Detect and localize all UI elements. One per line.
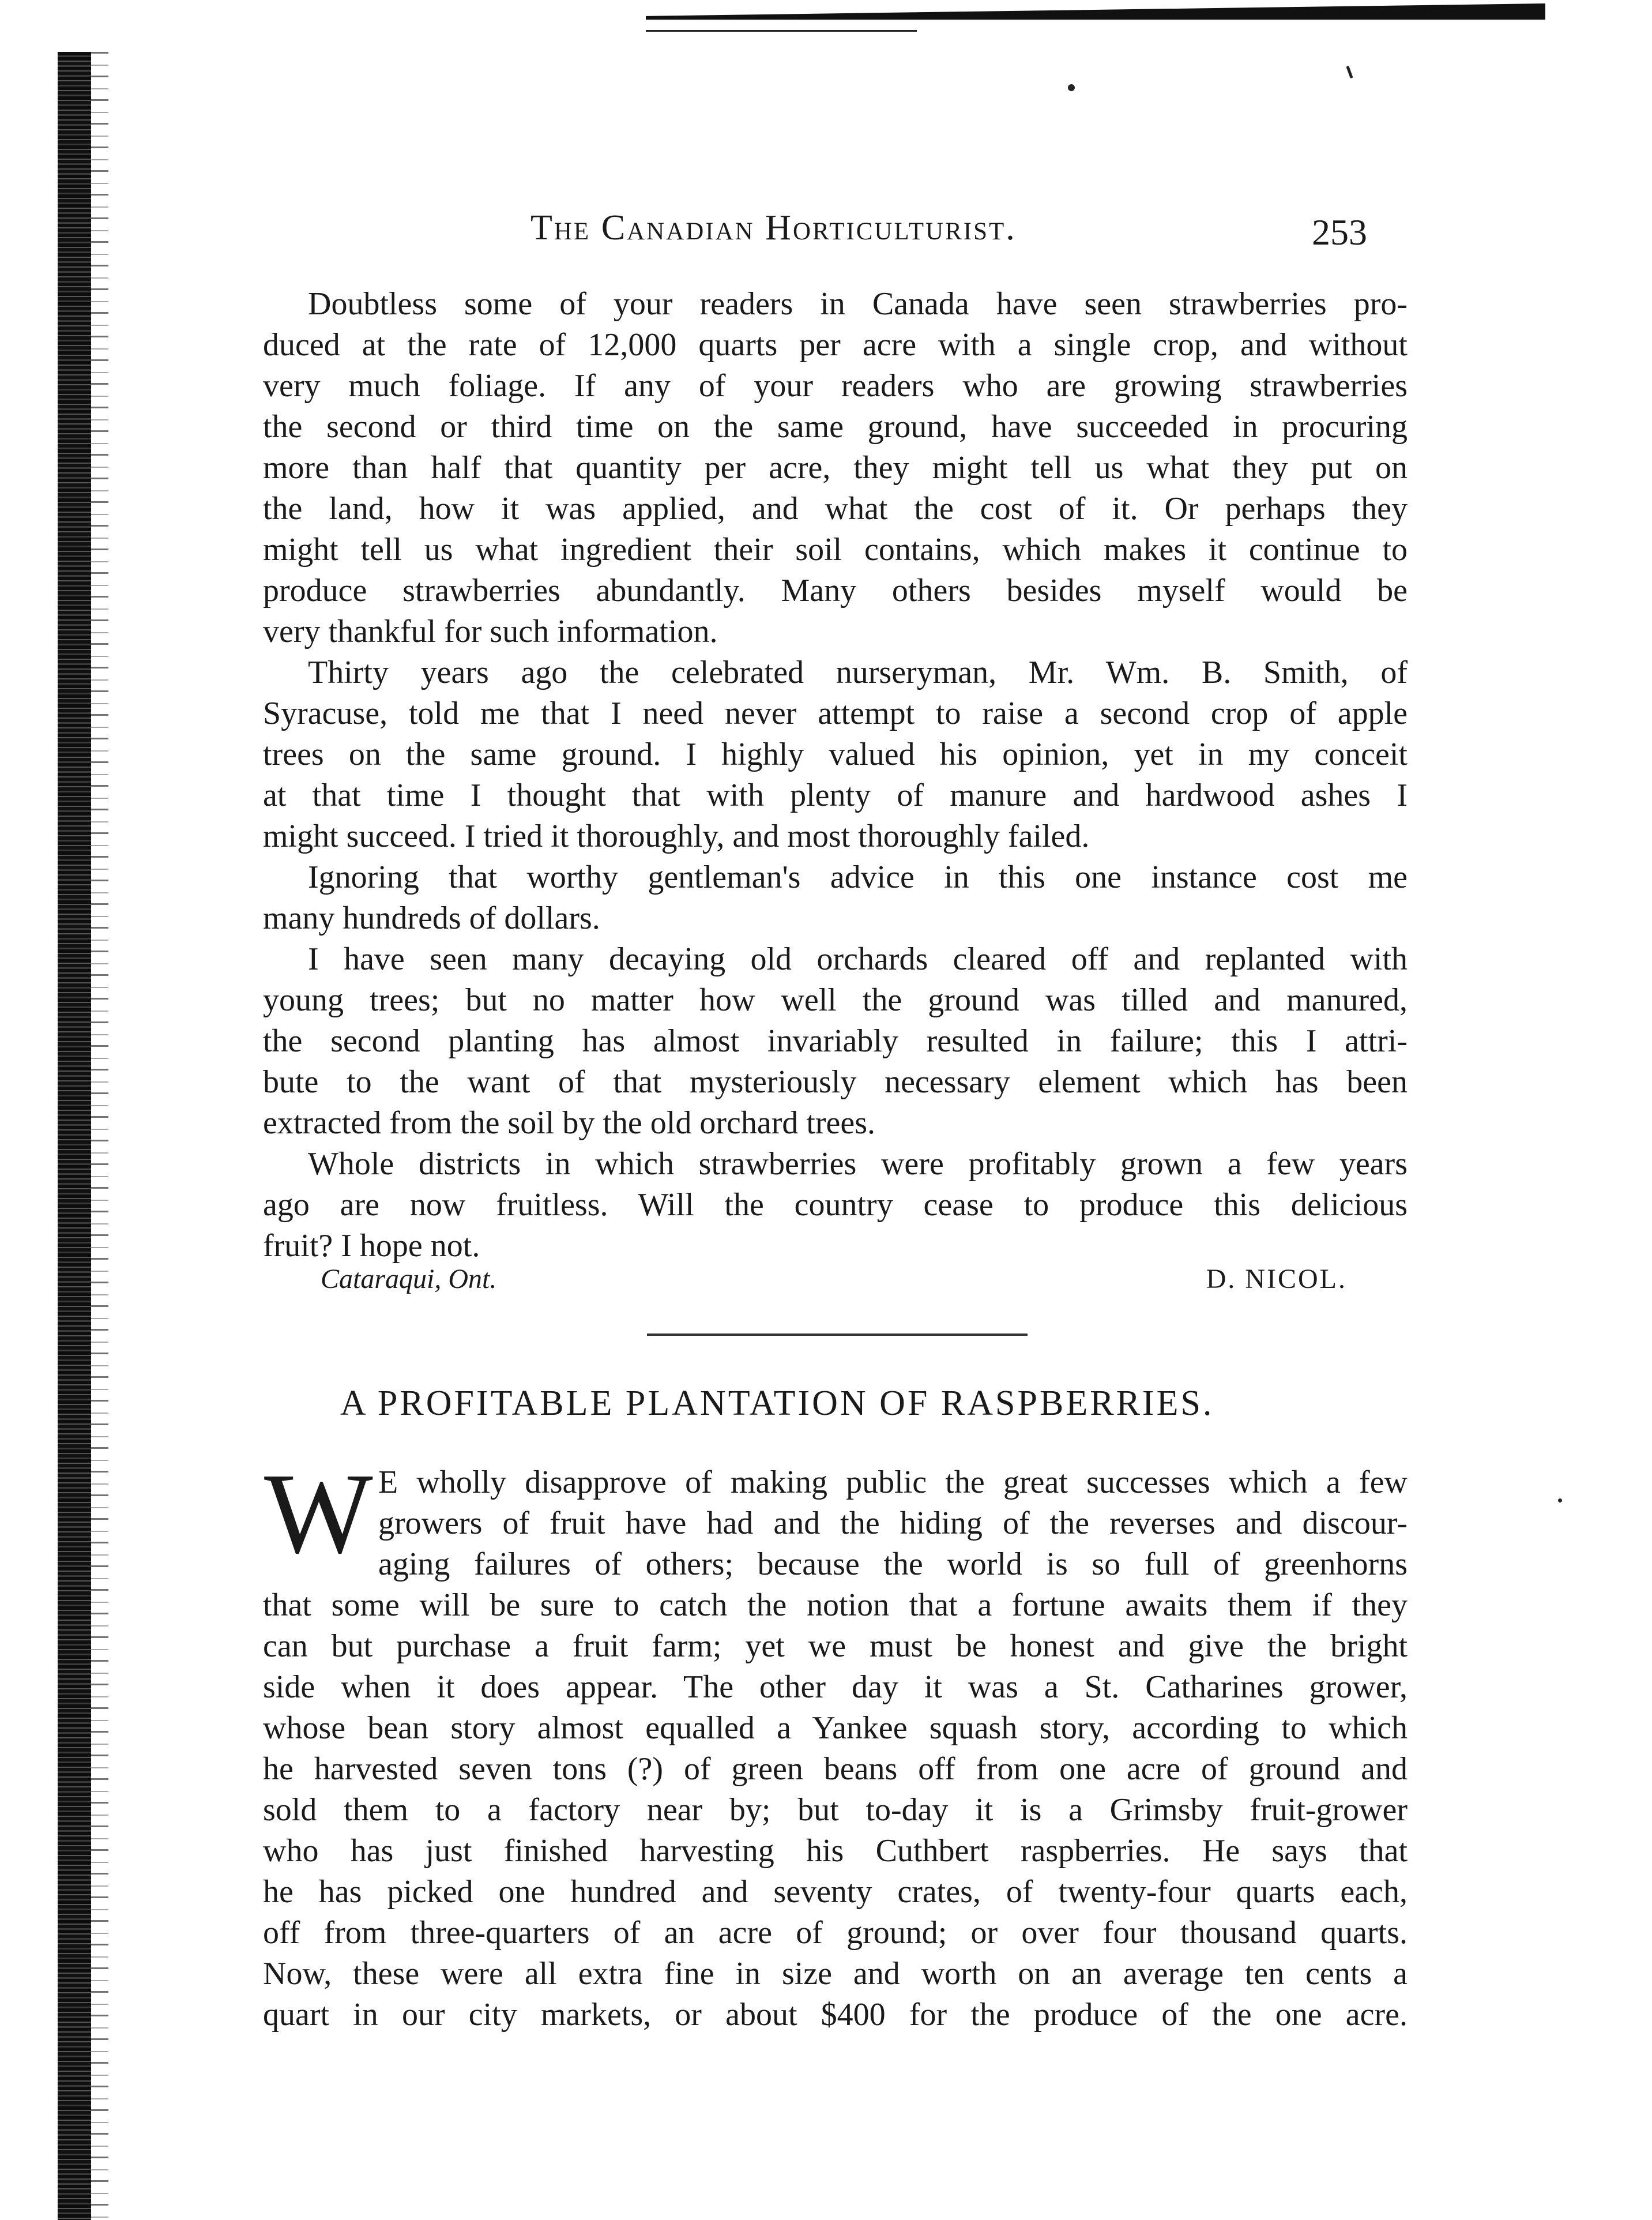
text-line: duced at the rate of 12,000 quarts per acre with a single crop, and without bbox=[263, 327, 1408, 363]
text-line: more than half that quantity per acre, they might tell us what they put on bbox=[263, 450, 1408, 486]
text-line: very much foliage. If any of your readers who are growing strawberries bbox=[263, 368, 1408, 404]
text-line: Syracuse, told me that I need never attempt to raise a second crop of apple bbox=[263, 696, 1408, 731]
text-line: the second or third time on the same ground, have succeeded in procuring bbox=[263, 409, 1408, 445]
text-line: can but purchase a fruit farm; yet we must be honest and give the bright bbox=[263, 1628, 1408, 1664]
text-line: the land, how it was applied, and what the cost of it. Or perhaps they bbox=[263, 491, 1408, 527]
paragraph bbox=[263, 284, 1408, 652]
paragraph bbox=[263, 652, 1408, 857]
top-rule-thin bbox=[646, 30, 917, 32]
text-line: might tell us what ingredient their soil contains, which makes it continue to bbox=[263, 532, 1408, 568]
text-line: I have seen many decaying old orchards cleared off and replanted with bbox=[308, 941, 1408, 977]
text-line: sold them to a factory near by; but to-day it is a Grimsby fruit-grower bbox=[263, 1792, 1408, 1828]
top-rule bbox=[646, 3, 1545, 20]
text-line: whose bean story almost equalled a Yankee squash story, according to which bbox=[263, 1710, 1408, 1746]
ink-speck bbox=[1558, 1498, 1562, 1502]
text-line: Whole districts in which strawberries were profitably grown a few years bbox=[308, 1146, 1408, 1182]
text-line: ago are now fruitless. Will the country cease to produce this delicious bbox=[263, 1187, 1408, 1223]
text-line: Thirty years ago the celebrated nurseryman, Mr. Wm. B. Smith, of bbox=[308, 655, 1408, 690]
signature bbox=[321, 1263, 1347, 1304]
text-line: that some will be sure to catch the notion that a fortune awaits them if they bbox=[263, 1587, 1408, 1623]
text-line: he harvested seven tons (?) of green beans off from one acre of ground and bbox=[263, 1751, 1408, 1787]
text-line: fruit? I hope not. bbox=[263, 1228, 480, 1264]
drop-cap: W bbox=[264, 1450, 373, 1577]
page-number: 253 bbox=[1312, 212, 1367, 253]
text-line: very thankful for such information. bbox=[263, 614, 718, 649]
text-line: Doubtless some of your readers in Canada have seen strawberries pro- bbox=[308, 286, 1408, 322]
page-binding-edge bbox=[58, 52, 91, 2220]
article-body bbox=[263, 1462, 1408, 2035]
ink-speck bbox=[1068, 84, 1075, 91]
signature-author: D. NICOL. bbox=[1206, 1264, 1347, 1294]
text-line: young trees; but no matter how well the ground was tilled and manured, bbox=[263, 982, 1408, 1018]
paragraph bbox=[263, 857, 1408, 939]
text-line: who has just finished harvesting his Cuthbert raspberries. He says that bbox=[263, 1833, 1408, 1869]
text-line: Ignoring that worthy gentleman's advice in this one instance cost me bbox=[308, 859, 1408, 895]
text-line: the second planting has almost invariably resulted in failure; this I attri- bbox=[263, 1023, 1408, 1059]
text-line: E wholly disapprove of making public the great successes which a few bbox=[378, 1464, 1408, 1500]
text-line: growers of fruit have had and the hiding of the reverses and discour- bbox=[378, 1505, 1408, 1541]
text-line: many hundreds of dollars. bbox=[263, 900, 600, 936]
running-title: The Canadian Horticulturist. bbox=[530, 208, 1017, 247]
text-line: trees on the same ground. I highly valued his opinion, yet in my conceit bbox=[263, 737, 1408, 772]
paragraph bbox=[263, 1144, 1408, 1267]
signature-place: Cataraqui, Ont. bbox=[321, 1264, 497, 1294]
text-line: side when it does appear. The other day it was a St. Catharines grower, bbox=[263, 1669, 1408, 1705]
article-title: A PROFITABLE PLANTATION OF RASPBERRIES. bbox=[340, 1384, 1214, 1423]
text-line: extracted from the soil by the old orchard trees. bbox=[263, 1105, 876, 1141]
text-line: might succeed. I tried it thoroughly, and most thoroughly failed. bbox=[263, 818, 1090, 854]
text-line: off from three-quarters of an acre of ground; or over four thousand quarts. bbox=[263, 1915, 1408, 1951]
text-line: aging failures of others; because the world is so full of greenhorns bbox=[378, 1546, 1408, 1582]
text-line: bute to the want of that mysteriously necessary element which has been bbox=[263, 1064, 1408, 1100]
ink-speck bbox=[1346, 66, 1353, 78]
text-line: at that time I thought that with plenty of manure and hardwood ashes I bbox=[263, 777, 1408, 813]
text-line: produce strawberries abundantly. Many others besides myself would be bbox=[263, 573, 1408, 608]
letter-body bbox=[263, 284, 1408, 1267]
section-separator bbox=[647, 1333, 1028, 1336]
text-line: Now, these were all extra fine in size and worth on an average ten cents a bbox=[263, 1956, 1408, 1992]
text-line: he has picked one hundred and seventy crates, of twenty-four quarts each, bbox=[263, 1874, 1408, 1910]
text-line: quart in our city markets, or about $400 for the produce of the one acre. bbox=[263, 1997, 1408, 2033]
paragraph bbox=[263, 939, 1408, 1144]
